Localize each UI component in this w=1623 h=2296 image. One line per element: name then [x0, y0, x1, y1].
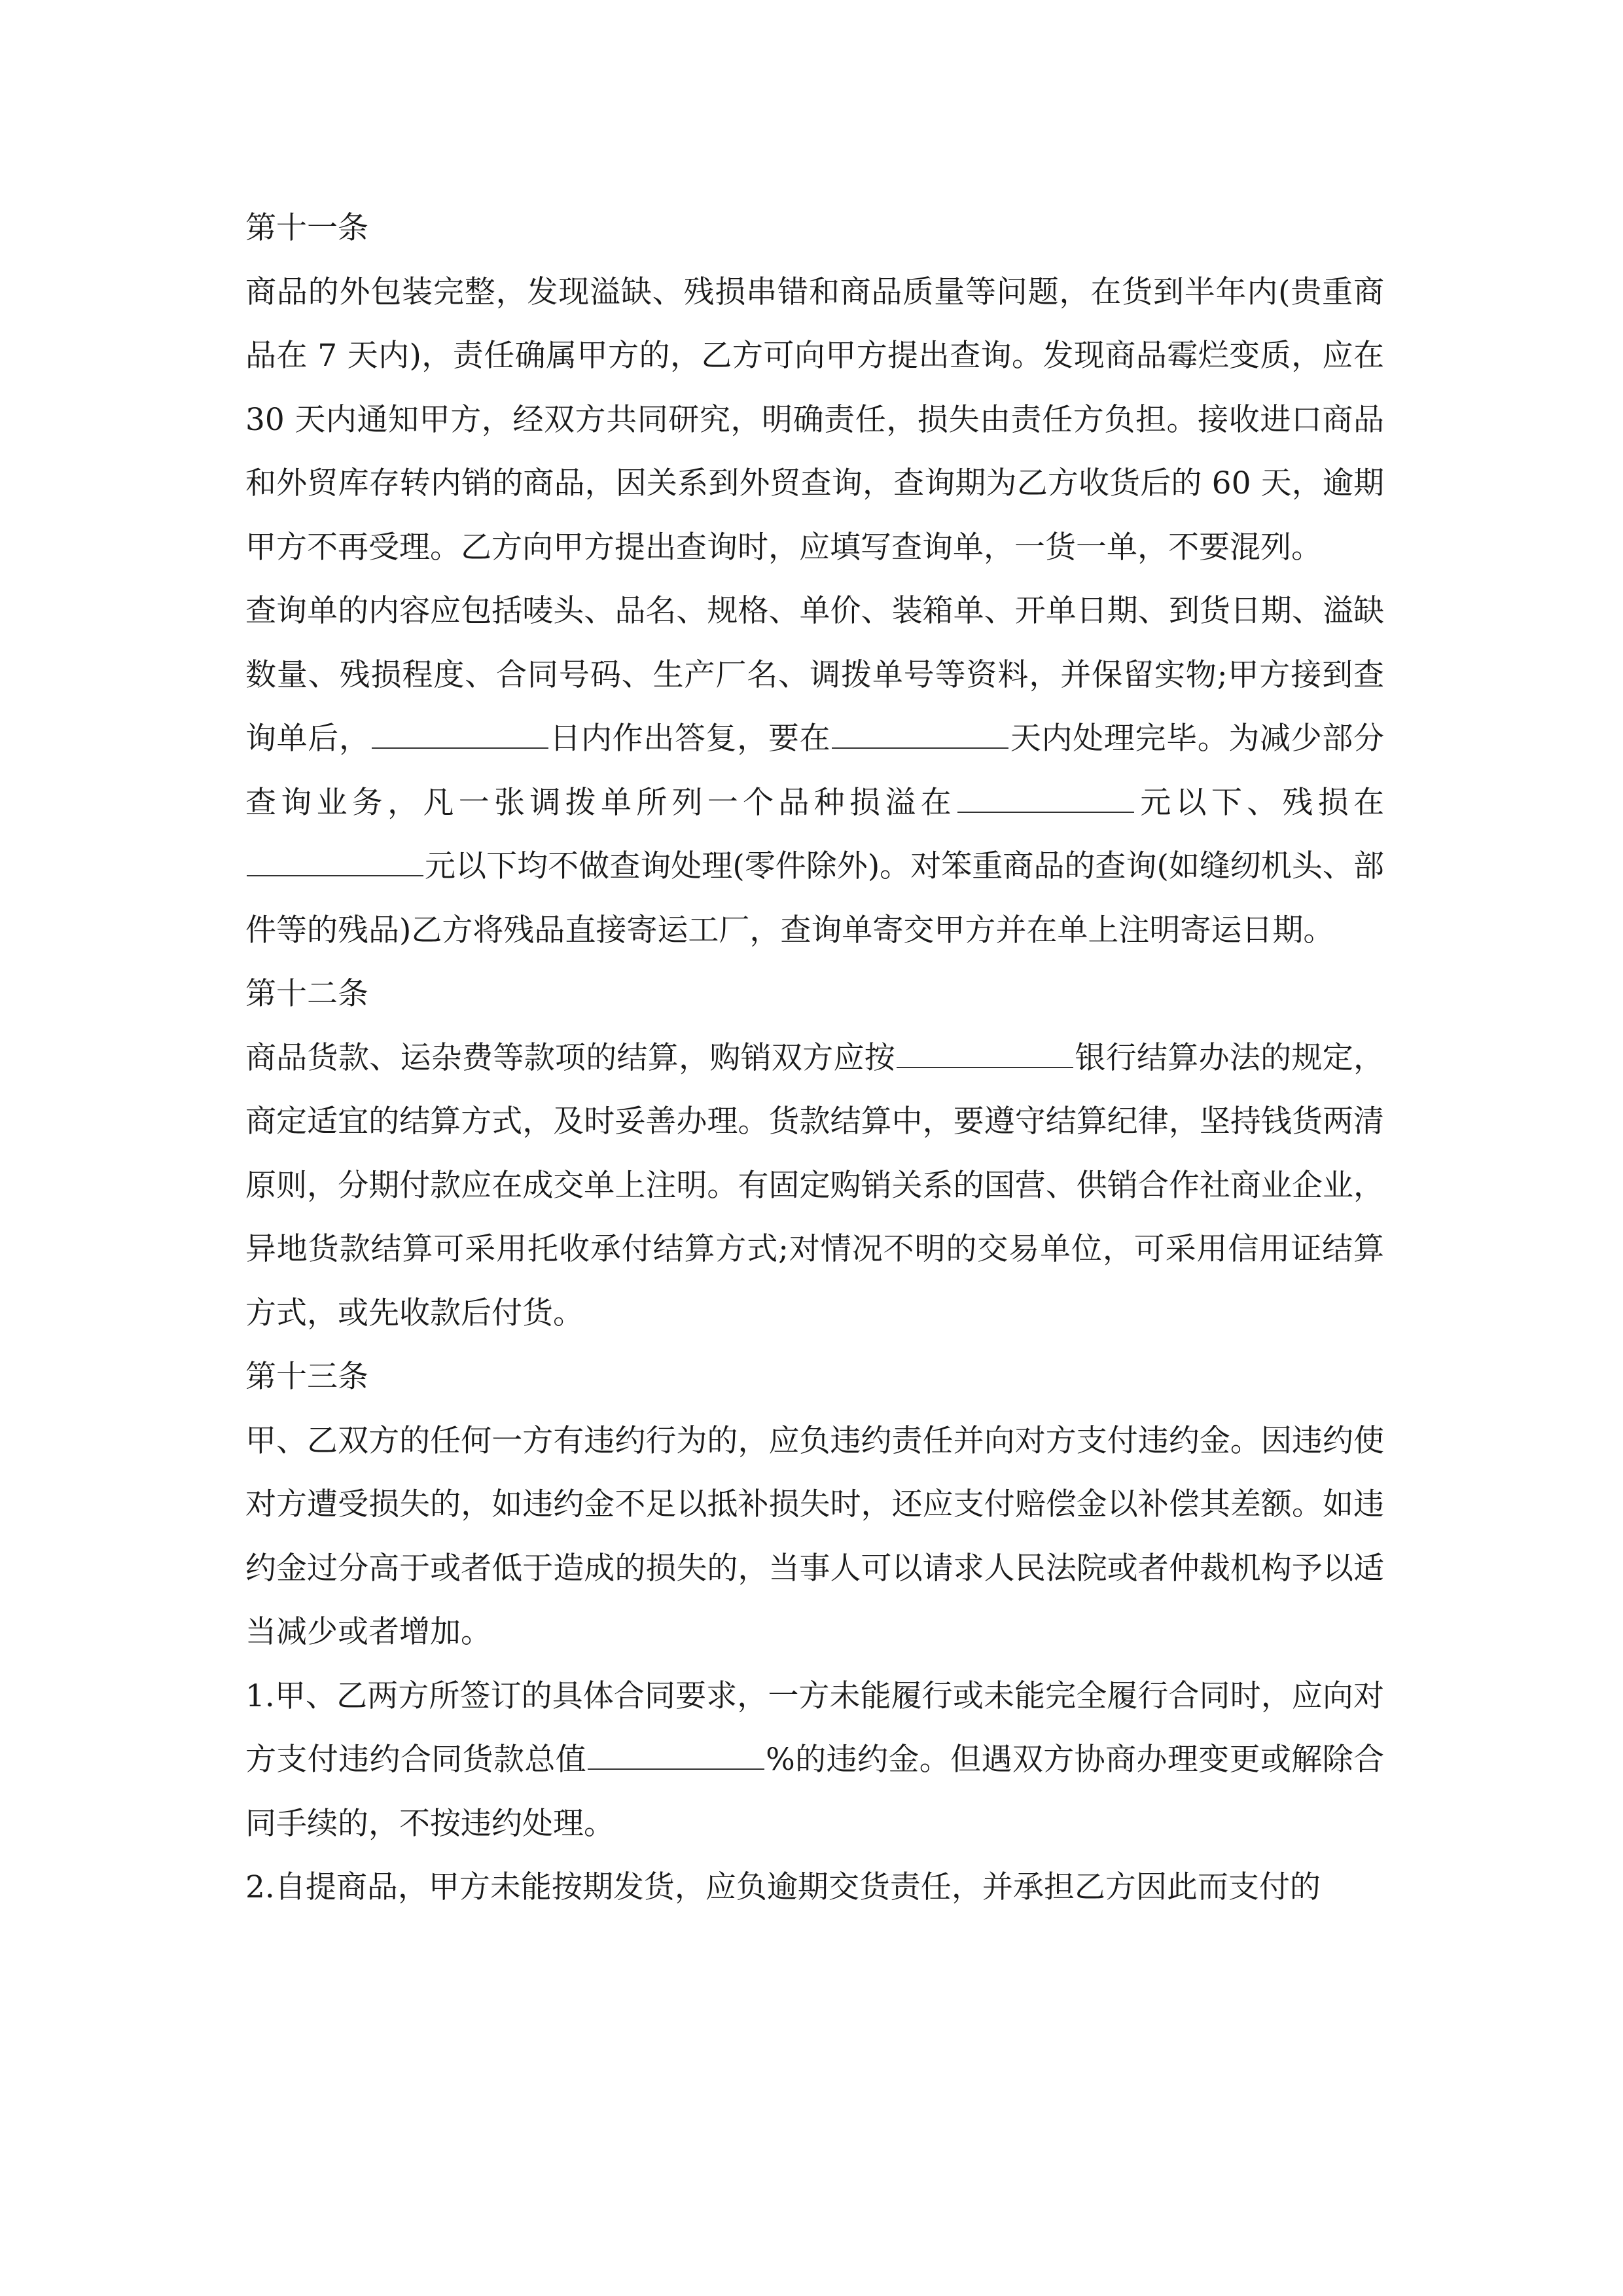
process-days-blank[interactable]: [832, 747, 1008, 749]
article-13-item-1-text-a: 1.甲、乙两方所签订的具体合同要求，一方未能履行或未能完全履行合同时，应向对方支付违约合同货款总值: [245, 1677, 1384, 1778]
article-12-title: 第十二条: [245, 976, 368, 1012]
article-13-item-1: [245, 1664, 1384, 1856]
article-13-paragraph-1: 甲、乙双方的任何一方有违约行为的，应负违约责任并向对方支付违约金。因违约使对方遭受损失的，如违约金不足以抵补损失时，还应支付赔偿金以补偿其差额。如违约金过分高于或者低于造成的损失的，当事人可以请求人民法院或者仲裁机构予以适当减少或者增加。: [245, 1422, 1384, 1650]
article-11-paragraph-2-text-c: 天内处理完毕。为减少部分查询业务，凡一张调拨单所列一个品种损溢在: [245, 721, 1385, 821]
reply-days-blank[interactable]: [372, 747, 548, 749]
article-11-paragraph-2-text-a: 查询单的内容应包括唛头、品名、规格、单价、装箱单、开单日期、到货日期、溢缺数量、残损程度、合同号码、生产厂名、调拨单号等资料，并保留实物;甲方接到查询单后，: [245, 593, 1384, 757]
article-11-paragraph-2-text-e: 元以下均不做查询处理(零件除外)。对笨重商品的查询(如缝纫机头、部件等的残品)乙方将残品直接寄运工厂，查询单寄交甲方并在单上注明寄运日期。: [245, 848, 1384, 948]
article-12-paragraph-1-text-b: 银行结算办法的规定，商定适宜的结算方式，及时妥善办理。货款结算中，要遵守结算纪律，坚持钱货两清原则，分期付款应在成交单上注明。有固定购销关系的国营、供销合作社商业企业，异地货款结算可采用托收承付结算方式;对情况不明的交易单位，可采用信用证结算方式，或先收款后付货。: [245, 1039, 1385, 1331]
article-11-paragraph-2-text-d: 元以下、残损在: [1135, 784, 1385, 821]
article-12-paragraph-1-text-a: 商品货款、运杂费等款项的结算，购销双方应按: [245, 1039, 896, 1076]
article-12-paragraph-1: [245, 1026, 1384, 1346]
damage-threshold-blank[interactable]: [247, 874, 423, 876]
article-13-item-2: 2.自提商品，甲方未能按期发货，应负逾期交货责任，并承担乙方因此而支付的: [245, 1869, 1321, 1905]
contract-page: [245, 196, 1384, 1920]
article-11-title: 第十一条: [245, 210, 368, 246]
article-11-paragraph-1: 商品的外包装完整，发现溢缺、残损串错和商品质量等问题，在货到半年内(贵重商品在 7 天内)，责任确属甲方的，乙方可向甲方提出查询。发现商品霉烂变质，应在 30 天内通知甲方，经双方共同研究，明确责任，损失由责任方负担。接收进口商品和外贸库存转内销的商品，因关系到外贸查询，查询期为乙方收货后的 60 天，逾期甲方不再受理。乙方向甲方提出查询时，应填写查询单，一货一单，不要混列。: [245, 274, 1384, 565]
bank-name-blank[interactable]: [897, 1066, 1073, 1068]
article-11-paragraph-2-text-b: 日内作出答复，要在: [549, 721, 831, 757]
article-13-item-1-text-b: %的违约金。但遇双方协商办理变更或解除合同手续的，不按违约处理。: [245, 1742, 1384, 1842]
loss-threshold-blank[interactable]: [957, 811, 1134, 813]
article-13-title: 第十三条: [245, 1359, 368, 1395]
penalty-percent-blank[interactable]: [588, 1768, 764, 1770]
article-11-paragraph-2: [245, 579, 1384, 962]
